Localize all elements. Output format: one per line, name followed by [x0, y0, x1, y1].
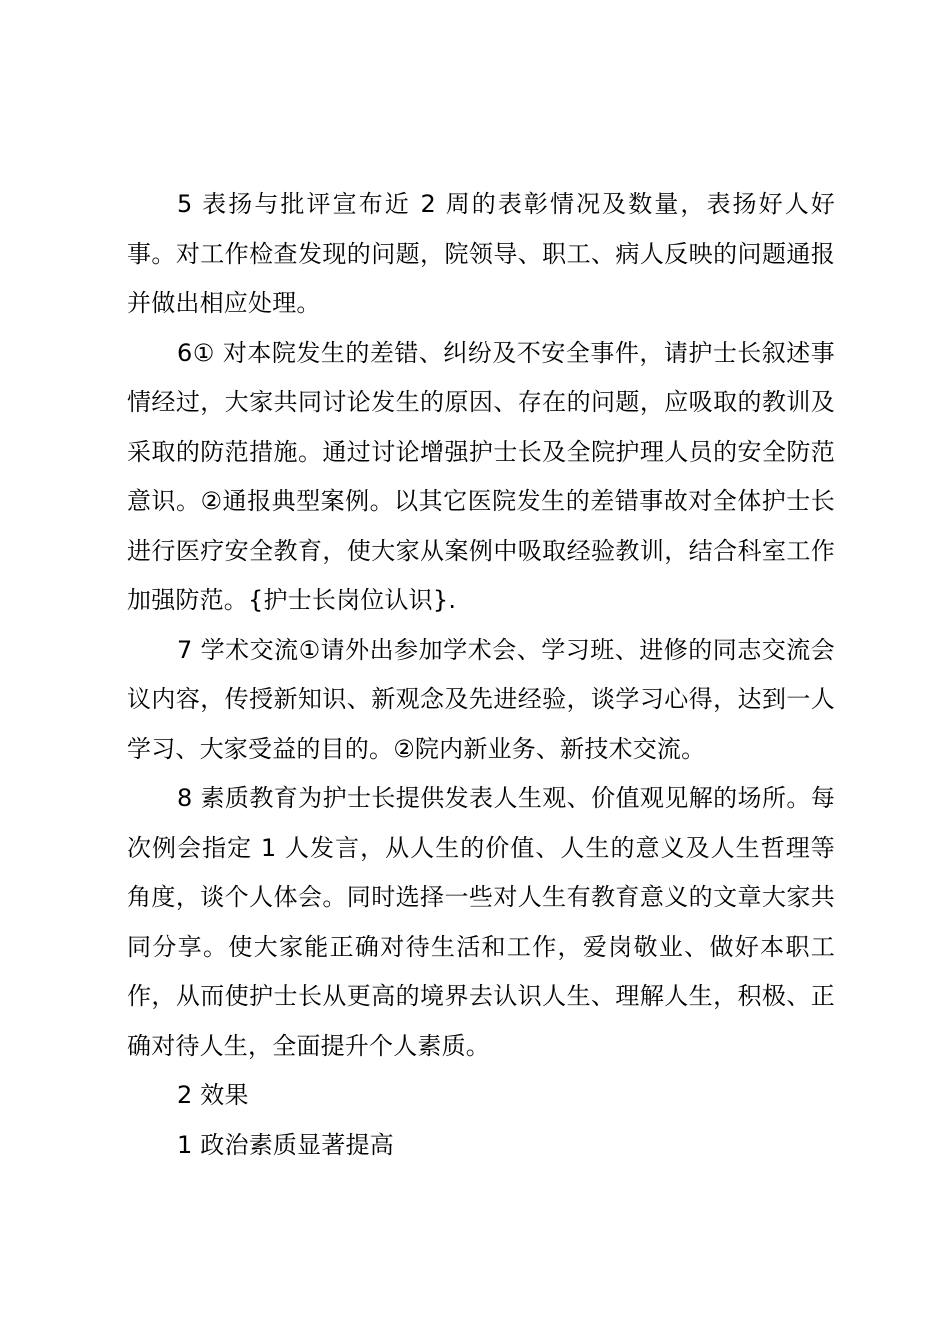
paragraph-academic-exchange: 7 学术交流①请外出参加学术会、学习班、进修的同志交流会议内容，传授新知识、新观念及先进经验，谈学习心得，达到一人学习、大家受益的目的。②院内新业务、新技术交流。 — [127, 635, 835, 763]
subheading-political-quality: 1 政治素质显著提高 — [177, 1130, 394, 1159]
paragraph-safety-incidents: 6① 对本院发生的差错、纠纷及不安全事件，请护士长叙述事情经过，大家共同讨论发生的原因、存在的问题，应吸取的教训及采取的防范措施。通过讨论增强护士长及全院护理人员的安全防范意识。②通报典型案例。以其它医院发生的差错事故对全体护士长进行医疗安全教育，使大家从案例中吸取经验教训，结合科室工作加强防范。{护士长岗位认识}. — [127, 338, 835, 614]
section-heading-effects: 2 效果 — [177, 1081, 249, 1109]
document-body — [127, 180, 835, 1170]
paragraph-commendation-criticism: 5 表扬与批评宣布近 2 周的表彰情况及数量，表扬好人好事。对工作检查发现的问题，院领导、职工、病人反映的问题通报并做出相应处理。 — [127, 190, 835, 317]
paragraph-quality-education: 8 素质教育为护士长提供发表人生观、价值观见解的场所。每次例会指定 1 人发言，从人生的价值、人生的意义及人生哲理等角度，谈个人体会。同时选择一些对人生有教育意义的文章大家共同分享。使大家能正确对待生活和工作，爱岗敬业、做好本职工作，从而使护士长从更高的境界去认识人生、理解人生，积极、正确对待人生，全面提升个人素质。 — [127, 784, 835, 1060]
